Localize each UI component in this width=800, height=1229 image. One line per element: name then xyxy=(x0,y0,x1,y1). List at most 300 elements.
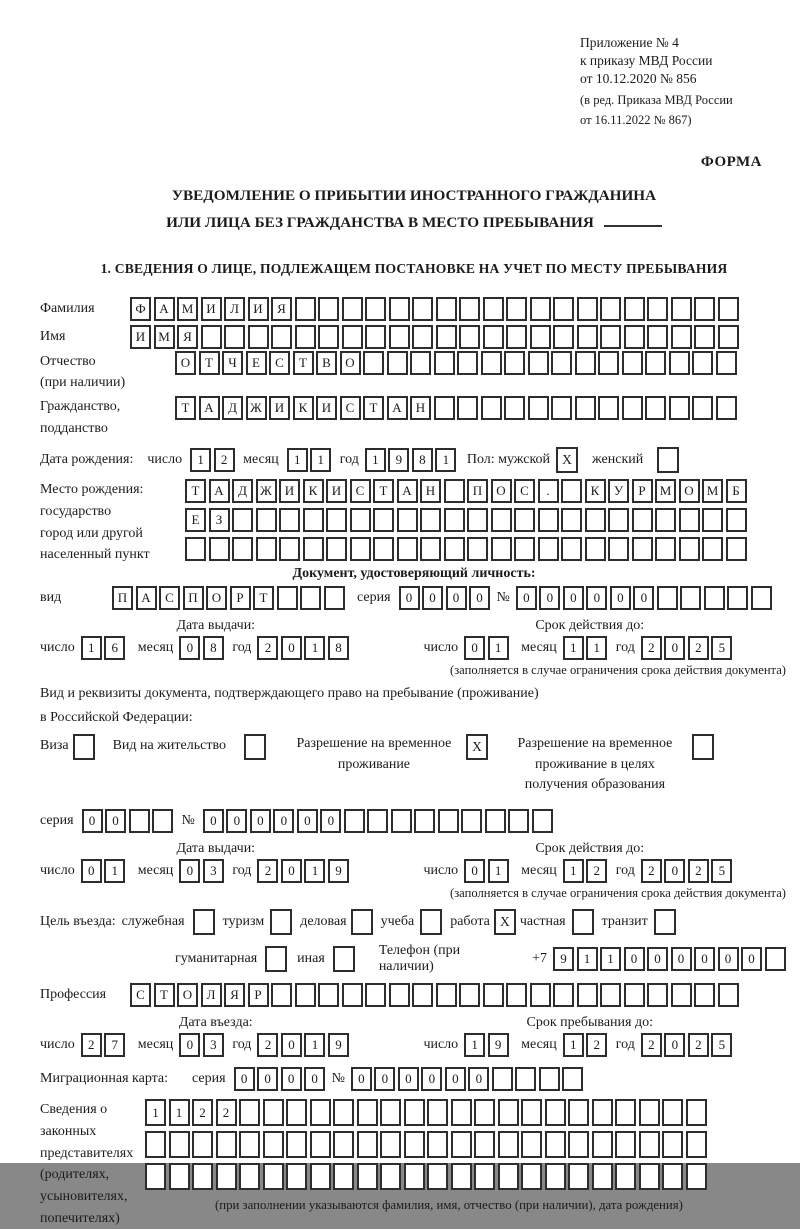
phone-input[interactable] xyxy=(553,947,788,971)
char-cell[interactable] xyxy=(624,983,645,1007)
char-cell[interactable] xyxy=(344,809,365,833)
char-cell[interactable]: 0 xyxy=(671,947,692,971)
visa-checkbox[interactable] xyxy=(73,734,95,760)
purpose-tourism-checkbox[interactable] xyxy=(270,909,292,935)
char-cell[interactable] xyxy=(592,1163,613,1190)
char-cell[interactable] xyxy=(647,325,668,349)
char-cell[interactable] xyxy=(342,983,363,1007)
stay-year[interactable] xyxy=(641,1033,735,1057)
char-cell[interactable] xyxy=(357,1163,378,1190)
char-cell[interactable]: 0 xyxy=(421,1067,442,1091)
char-cell[interactable] xyxy=(216,1131,237,1158)
char-cell[interactable] xyxy=(310,1099,331,1126)
char-cell[interactable]: Т xyxy=(154,983,175,1007)
char-cell[interactable]: П xyxy=(183,586,204,610)
char-cell[interactable] xyxy=(318,983,339,1007)
char-cell[interactable]: А xyxy=(209,479,230,503)
char-cell[interactable]: 0 xyxy=(464,636,485,660)
purpose-study-checkbox[interactable] xyxy=(420,909,442,935)
char-cell[interactable]: И xyxy=(316,396,337,420)
char-cell[interactable]: У xyxy=(608,479,629,503)
char-cell[interactable] xyxy=(209,537,230,561)
char-cell[interactable]: 0 xyxy=(664,859,685,883)
char-cell[interactable]: 1 xyxy=(310,448,331,472)
char-cell[interactable] xyxy=(686,1099,707,1126)
char-cell[interactable]: 0 xyxy=(297,809,318,833)
char-cell[interactable] xyxy=(686,1131,707,1158)
purpose-transit-checkbox[interactable] xyxy=(654,909,676,935)
char-cell[interactable]: Т xyxy=(363,396,384,420)
char-cell[interactable] xyxy=(655,537,676,561)
char-cell[interactable]: 0 xyxy=(257,1067,278,1091)
migration-number-input[interactable] xyxy=(351,1067,586,1091)
char-cell[interactable]: 1 xyxy=(563,636,584,660)
char-cell[interactable] xyxy=(216,1163,237,1190)
char-cell[interactable] xyxy=(303,508,324,532)
char-cell[interactable] xyxy=(568,1163,589,1190)
char-cell[interactable] xyxy=(568,1099,589,1126)
char-cell[interactable] xyxy=(662,1131,683,1158)
surname-input[interactable] xyxy=(130,297,741,321)
char-cell[interactable]: 0 xyxy=(105,809,126,833)
char-cell[interactable]: 1 xyxy=(563,1033,584,1057)
char-cell[interactable]: 0 xyxy=(320,809,341,833)
char-cell[interactable] xyxy=(577,297,598,321)
char-cell[interactable] xyxy=(412,297,433,321)
char-cell[interactable] xyxy=(350,537,371,561)
char-cell[interactable]: Ж xyxy=(246,396,267,420)
purpose-other-checkbox[interactable] xyxy=(333,946,355,972)
representatives-input-row3[interactable] xyxy=(145,1163,709,1190)
purpose-business-checkbox[interactable] xyxy=(351,909,373,935)
char-cell[interactable]: 0 xyxy=(281,636,302,660)
char-cell[interactable]: 5 xyxy=(711,859,732,883)
char-cell[interactable]: 0 xyxy=(81,859,102,883)
char-cell[interactable] xyxy=(624,325,645,349)
char-cell[interactable] xyxy=(481,396,502,420)
char-cell[interactable] xyxy=(545,1099,566,1126)
char-cell[interactable]: 9 xyxy=(488,1033,509,1057)
char-cell[interactable]: С xyxy=(159,586,180,610)
char-cell[interactable]: 1 xyxy=(365,448,386,472)
char-cell[interactable]: 2 xyxy=(192,1099,213,1126)
char-cell[interactable]: 1 xyxy=(287,448,308,472)
char-cell[interactable] xyxy=(645,351,666,375)
char-cell[interactable]: Т xyxy=(253,586,274,610)
char-cell[interactable] xyxy=(679,508,700,532)
residence-issue-year[interactable] xyxy=(257,859,351,883)
char-cell[interactable]: 2 xyxy=(257,636,278,660)
char-cell[interactable]: З xyxy=(209,508,230,532)
char-cell[interactable]: 0 xyxy=(203,809,224,833)
char-cell[interactable] xyxy=(357,1099,378,1126)
char-cell[interactable]: Р xyxy=(632,479,653,503)
char-cell[interactable]: 0 xyxy=(179,636,200,660)
char-cell[interactable] xyxy=(474,1099,495,1126)
char-cell[interactable] xyxy=(694,983,715,1007)
char-cell[interactable] xyxy=(367,809,388,833)
char-cell[interactable] xyxy=(506,325,527,349)
char-cell[interactable]: 0 xyxy=(422,586,443,610)
char-cell[interactable] xyxy=(286,1131,307,1158)
char-cell[interactable]: 2 xyxy=(216,1099,237,1126)
identity-issue-year[interactable] xyxy=(257,636,351,660)
char-cell[interactable] xyxy=(232,537,253,561)
char-cell[interactable] xyxy=(608,537,629,561)
residence-permit-card-checkbox[interactable] xyxy=(244,734,266,760)
char-cell[interactable] xyxy=(657,586,678,610)
migration-series-input[interactable] xyxy=(234,1067,328,1091)
char-cell[interactable]: 2 xyxy=(81,1033,102,1057)
char-cell[interactable]: С xyxy=(130,983,151,1007)
char-cell[interactable] xyxy=(679,537,700,561)
char-cell[interactable] xyxy=(615,1099,636,1126)
char-cell[interactable]: 1 xyxy=(81,636,102,660)
char-cell[interactable]: 0 xyxy=(281,1067,302,1091)
identity-series-input[interactable] xyxy=(399,586,493,610)
char-cell[interactable]: 0 xyxy=(374,1067,395,1091)
char-cell[interactable] xyxy=(342,297,363,321)
char-cell[interactable] xyxy=(514,537,535,561)
char-cell[interactable]: 9 xyxy=(388,448,409,472)
char-cell[interactable] xyxy=(639,1099,660,1126)
residence-series-input[interactable] xyxy=(82,809,176,833)
char-cell[interactable]: И xyxy=(326,479,347,503)
char-cell[interactable] xyxy=(420,508,441,532)
char-cell[interactable] xyxy=(326,537,347,561)
char-cell[interactable] xyxy=(718,325,739,349)
char-cell[interactable]: Л xyxy=(201,983,222,1007)
char-cell[interactable] xyxy=(224,325,245,349)
char-cell[interactable] xyxy=(669,351,690,375)
char-cell[interactable] xyxy=(256,508,277,532)
char-cell[interactable]: Т xyxy=(293,351,314,375)
char-cell[interactable] xyxy=(624,297,645,321)
char-cell[interactable]: 2 xyxy=(641,636,662,660)
char-cell[interactable] xyxy=(263,1099,284,1126)
char-cell[interactable]: 8 xyxy=(328,636,349,660)
char-cell[interactable]: С xyxy=(350,479,371,503)
char-cell[interactable]: Р xyxy=(230,586,251,610)
char-cell[interactable] xyxy=(152,809,173,833)
char-cell[interactable] xyxy=(256,537,277,561)
char-cell[interactable]: Р xyxy=(248,983,269,1007)
stay-month[interactable] xyxy=(563,1033,610,1057)
char-cell[interactable]: К xyxy=(303,479,324,503)
char-cell[interactable]: М xyxy=(177,297,198,321)
char-cell[interactable] xyxy=(622,396,643,420)
temp-residence-education-checkbox[interactable] xyxy=(692,734,714,760)
char-cell[interactable]: 1 xyxy=(577,947,598,971)
char-cell[interactable] xyxy=(506,983,527,1007)
char-cell[interactable]: 2 xyxy=(688,859,709,883)
char-cell[interactable]: 1 xyxy=(145,1099,166,1126)
char-cell[interactable] xyxy=(585,508,606,532)
char-cell[interactable] xyxy=(692,351,713,375)
char-cell[interactable] xyxy=(129,809,150,833)
char-cell[interactable] xyxy=(412,983,433,1007)
char-cell[interactable]: Б xyxy=(726,479,747,503)
char-cell[interactable]: 0 xyxy=(446,586,467,610)
char-cell[interactable]: 1 xyxy=(304,859,325,883)
char-cell[interactable] xyxy=(185,537,206,561)
char-cell[interactable] xyxy=(201,325,222,349)
char-cell[interactable] xyxy=(600,297,621,321)
char-cell[interactable]: 5 xyxy=(711,1033,732,1057)
representatives-input-row2[interactable] xyxy=(145,1131,709,1158)
char-cell[interactable]: 9 xyxy=(553,947,574,971)
char-cell[interactable] xyxy=(521,1131,542,1158)
char-cell[interactable] xyxy=(263,1131,284,1158)
char-cell[interactable]: О xyxy=(175,351,196,375)
char-cell[interactable]: Н xyxy=(420,479,441,503)
char-cell[interactable] xyxy=(551,396,572,420)
char-cell[interactable] xyxy=(561,479,582,503)
char-cell[interactable]: 0 xyxy=(664,1033,685,1057)
purpose-private-checkbox[interactable] xyxy=(572,909,594,935)
char-cell[interactable]: 6 xyxy=(104,636,125,660)
char-cell[interactable]: 0 xyxy=(464,859,485,883)
char-cell[interactable]: П xyxy=(112,586,133,610)
char-cell[interactable] xyxy=(592,1099,613,1126)
char-cell[interactable]: 0 xyxy=(468,1067,489,1091)
char-cell[interactable] xyxy=(726,508,747,532)
char-cell[interactable]: 0 xyxy=(718,947,739,971)
purpose-humanitarian-checkbox[interactable] xyxy=(265,946,287,972)
char-cell[interactable]: 3 xyxy=(203,859,224,883)
char-cell[interactable] xyxy=(333,1099,354,1126)
char-cell[interactable]: 5 xyxy=(711,636,732,660)
char-cell[interactable]: А xyxy=(387,396,408,420)
representatives-input-row1[interactable] xyxy=(145,1099,709,1126)
char-cell[interactable]: 0 xyxy=(179,859,200,883)
char-cell[interactable] xyxy=(363,351,384,375)
char-cell[interactable] xyxy=(248,325,269,349)
char-cell[interactable] xyxy=(608,508,629,532)
char-cell[interactable] xyxy=(632,537,653,561)
char-cell[interactable] xyxy=(467,537,488,561)
char-cell[interactable] xyxy=(528,396,549,420)
char-cell[interactable] xyxy=(727,586,748,610)
char-cell[interactable]: С xyxy=(340,396,361,420)
char-cell[interactable] xyxy=(481,351,502,375)
char-cell[interactable] xyxy=(404,1163,425,1190)
char-cell[interactable]: М xyxy=(655,479,676,503)
char-cell[interactable]: 0 xyxy=(469,586,490,610)
char-cell[interactable]: 0 xyxy=(694,947,715,971)
char-cell[interactable] xyxy=(671,325,692,349)
char-cell[interactable]: И xyxy=(130,325,151,349)
char-cell[interactable] xyxy=(671,297,692,321)
char-cell[interactable] xyxy=(474,1163,495,1190)
char-cell[interactable]: 0 xyxy=(226,809,247,833)
char-cell[interactable]: 2 xyxy=(688,1033,709,1057)
char-cell[interactable] xyxy=(491,537,512,561)
residence-expiry-year[interactable] xyxy=(641,859,735,883)
char-cell[interactable] xyxy=(483,983,504,1007)
char-cell[interactable] xyxy=(389,297,410,321)
profession-input[interactable] xyxy=(130,983,741,1007)
char-cell[interactable] xyxy=(286,1099,307,1126)
char-cell[interactable] xyxy=(528,351,549,375)
char-cell[interactable] xyxy=(300,586,321,610)
char-cell[interactable]: 0 xyxy=(82,809,103,833)
char-cell[interactable]: 0 xyxy=(351,1067,372,1091)
char-cell[interactable] xyxy=(239,1099,260,1126)
char-cell[interactable]: 0 xyxy=(399,586,420,610)
patronymic-input[interactable] xyxy=(175,351,739,375)
char-cell[interactable]: Д xyxy=(232,479,253,503)
char-cell[interactable] xyxy=(239,1163,260,1190)
birth-place-input-row2[interactable] xyxy=(185,508,749,532)
char-cell[interactable] xyxy=(412,325,433,349)
char-cell[interactable] xyxy=(342,325,363,349)
char-cell[interactable]: Д xyxy=(222,396,243,420)
char-cell[interactable] xyxy=(373,537,394,561)
char-cell[interactable]: Я xyxy=(177,325,198,349)
char-cell[interactable] xyxy=(483,325,504,349)
char-cell[interactable]: 0 xyxy=(281,1033,302,1057)
residence-expiry-month[interactable] xyxy=(563,859,610,883)
entry-year[interactable] xyxy=(257,1033,351,1057)
char-cell[interactable]: 2 xyxy=(641,1033,662,1057)
char-cell[interactable]: 1 xyxy=(464,1033,485,1057)
char-cell[interactable] xyxy=(600,325,621,349)
char-cell[interactable] xyxy=(562,1067,583,1091)
char-cell[interactable] xyxy=(467,508,488,532)
purpose-work-checkbox[interactable]: X xyxy=(494,909,516,935)
char-cell[interactable] xyxy=(444,537,465,561)
identity-type-input[interactable] xyxy=(112,586,347,610)
char-cell[interactable] xyxy=(639,1163,660,1190)
char-cell[interactable] xyxy=(420,537,441,561)
char-cell[interactable] xyxy=(169,1131,190,1158)
char-cell[interactable] xyxy=(389,983,410,1007)
char-cell[interactable]: М xyxy=(154,325,175,349)
char-cell[interactable] xyxy=(380,1099,401,1126)
char-cell[interactable]: 0 xyxy=(234,1067,255,1091)
char-cell[interactable]: А xyxy=(136,586,157,610)
char-cell[interactable] xyxy=(598,351,619,375)
char-cell[interactable] xyxy=(286,1163,307,1190)
char-cell[interactable]: С xyxy=(514,479,535,503)
char-cell[interactable] xyxy=(561,508,582,532)
char-cell[interactable] xyxy=(600,983,621,1007)
char-cell[interactable] xyxy=(545,1131,566,1158)
birth-day-input[interactable] xyxy=(190,448,237,472)
birth-place-input-row3[interactable] xyxy=(185,537,749,561)
char-cell[interactable] xyxy=(295,325,316,349)
char-cell[interactable] xyxy=(263,1163,284,1190)
char-cell[interactable]: 0 xyxy=(610,586,631,610)
char-cell[interactable] xyxy=(232,508,253,532)
citizenship-input[interactable] xyxy=(175,396,739,420)
char-cell[interactable] xyxy=(324,586,345,610)
char-cell[interactable]: А xyxy=(397,479,418,503)
char-cell[interactable] xyxy=(326,508,347,532)
char-cell[interactable]: 9 xyxy=(328,1033,349,1057)
char-cell[interactable]: Т xyxy=(185,479,206,503)
char-cell[interactable]: О xyxy=(679,479,700,503)
char-cell[interactable] xyxy=(451,1131,472,1158)
identity-number-input[interactable] xyxy=(516,586,775,610)
char-cell[interactable] xyxy=(718,297,739,321)
entry-day[interactable] xyxy=(81,1033,128,1057)
char-cell[interactable] xyxy=(492,1067,513,1091)
char-cell[interactable] xyxy=(295,297,316,321)
char-cell[interactable]: В xyxy=(316,351,337,375)
char-cell[interactable]: 0 xyxy=(633,586,654,610)
char-cell[interactable]: О xyxy=(340,351,361,375)
given-name-input[interactable] xyxy=(130,325,741,349)
char-cell[interactable]: 0 xyxy=(250,809,271,833)
char-cell[interactable]: Ж xyxy=(256,479,277,503)
identity-issue-month[interactable] xyxy=(179,636,226,660)
char-cell[interactable] xyxy=(485,809,506,833)
char-cell[interactable]: А xyxy=(154,297,175,321)
char-cell[interactable] xyxy=(427,1099,448,1126)
char-cell[interactable] xyxy=(504,351,525,375)
char-cell[interactable]: 8 xyxy=(203,636,224,660)
char-cell[interactable]: Л xyxy=(224,297,245,321)
char-cell[interactable] xyxy=(662,1163,683,1190)
char-cell[interactable]: 0 xyxy=(624,947,645,971)
char-cell[interactable] xyxy=(436,983,457,1007)
char-cell[interactable]: 1 xyxy=(190,448,211,472)
char-cell[interactable]: 7 xyxy=(104,1033,125,1057)
char-cell[interactable] xyxy=(333,1131,354,1158)
char-cell[interactable]: 0 xyxy=(398,1067,419,1091)
char-cell[interactable] xyxy=(279,537,300,561)
char-cell[interactable] xyxy=(380,1163,401,1190)
char-cell[interactable]: 0 xyxy=(516,586,537,610)
char-cell[interactable] xyxy=(692,396,713,420)
char-cell[interactable] xyxy=(380,1131,401,1158)
char-cell[interactable] xyxy=(365,983,386,1007)
char-cell[interactable]: 2 xyxy=(257,859,278,883)
char-cell[interactable] xyxy=(192,1163,213,1190)
char-cell[interactable] xyxy=(434,396,455,420)
residence-issue-day[interactable] xyxy=(81,859,128,883)
char-cell[interactable] xyxy=(553,325,574,349)
char-cell[interactable] xyxy=(239,1131,260,1158)
char-cell[interactable]: 1 xyxy=(600,947,621,971)
char-cell[interactable] xyxy=(459,325,480,349)
char-cell[interactable] xyxy=(350,508,371,532)
char-cell[interactable] xyxy=(498,1099,519,1126)
char-cell[interactable] xyxy=(645,396,666,420)
char-cell[interactable]: 1 xyxy=(563,859,584,883)
birth-month-input[interactable] xyxy=(287,448,334,472)
char-cell[interactable] xyxy=(680,586,701,610)
char-cell[interactable]: Я xyxy=(224,983,245,1007)
char-cell[interactable] xyxy=(391,809,412,833)
char-cell[interactable]: 0 xyxy=(586,586,607,610)
char-cell[interactable]: К xyxy=(293,396,314,420)
char-cell[interactable]: А xyxy=(199,396,220,420)
char-cell[interactable] xyxy=(457,396,478,420)
char-cell[interactable]: М xyxy=(702,479,723,503)
char-cell[interactable] xyxy=(145,1131,166,1158)
char-cell[interactable]: 0 xyxy=(563,586,584,610)
identity-expiry-day[interactable] xyxy=(464,636,511,660)
char-cell[interactable] xyxy=(498,1163,519,1190)
char-cell[interactable]: 3 xyxy=(203,1033,224,1057)
identity-issue-day[interactable] xyxy=(81,636,128,660)
char-cell[interactable]: 0 xyxy=(304,1067,325,1091)
char-cell[interactable] xyxy=(491,508,512,532)
char-cell[interactable] xyxy=(444,479,465,503)
